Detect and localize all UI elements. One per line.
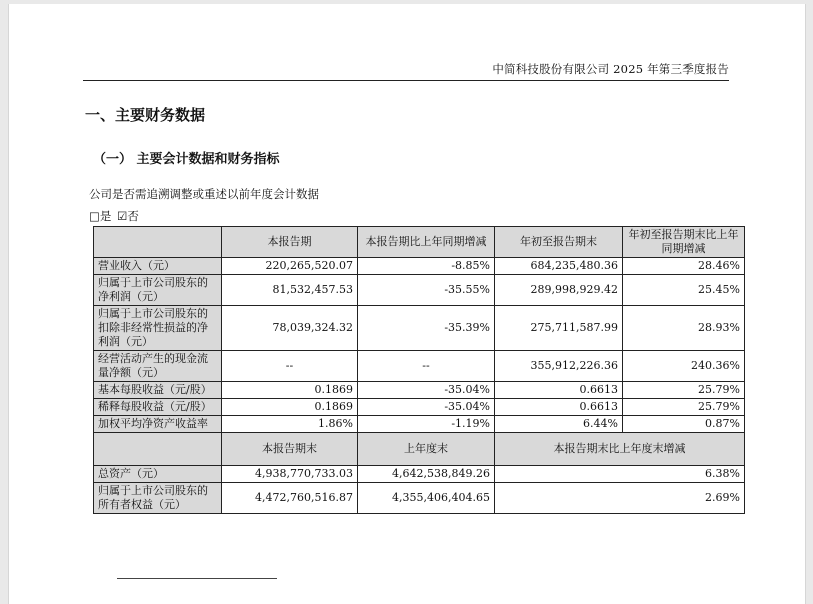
table-cell: -35.39% [358, 306, 495, 351]
header-divider [83, 80, 729, 81]
row-label: 加权平均净资产收益率 [94, 416, 222, 433]
table-cell: -1.19% [358, 416, 495, 433]
row-label: 稀释每股收益（元/股） [94, 399, 222, 416]
restatement-options [89, 208, 141, 224]
table-header-row [94, 433, 745, 466]
table-cell: 78,039,324.32 [222, 306, 358, 351]
table-row [94, 483, 745, 514]
table-cell: 355,912,226.36 [495, 351, 623, 382]
table-header-cell: 年初至报告期末比上年同期增减 [623, 227, 745, 258]
table-cell: -35.04% [358, 382, 495, 399]
row-label: 归属于上市公司股东的净利润（元） [94, 275, 222, 306]
row-label: 总资产（元） [94, 466, 222, 483]
table-row [94, 275, 745, 306]
row-label: 经营活动产生的现金流量净额（元） [94, 351, 222, 382]
table-cell: 1.86% [222, 416, 358, 433]
row-label: 归属于上市公司股东的扣除非经常性损益的净利润（元） [94, 306, 222, 351]
table-cell: 4,642,538,849.26 [358, 466, 495, 483]
table-cell: -35.04% [358, 399, 495, 416]
table-row [94, 466, 745, 483]
table-header-cell: 年初至报告期末 [495, 227, 623, 258]
table-cell: 4,355,406,404.65 [358, 483, 495, 514]
table-cell: -8.85% [358, 258, 495, 275]
row-label: 营业收入（元） [94, 258, 222, 275]
table-row [94, 258, 745, 275]
table-cell: 0.1869 [222, 382, 358, 399]
table-header-cell: 本报告期 [222, 227, 358, 258]
table-cell: 289,998,929.42 [495, 275, 623, 306]
table-cell: 4,938,770,733.03 [222, 466, 358, 483]
table-row [94, 351, 745, 382]
option-no-checkbox: ☑否 [117, 209, 139, 223]
section-heading: 一、主要财务数据 [85, 106, 206, 124]
table-row [94, 306, 745, 351]
table-cell: 6.38% [495, 466, 745, 483]
table-header-cell: 上年度末 [358, 433, 495, 466]
table-cell: 81,532,457.53 [222, 275, 358, 306]
table-row [94, 416, 745, 433]
table-header-cell: 本报告期末 [222, 433, 358, 466]
table-cell: 25.79% [623, 399, 745, 416]
table-cell: -35.55% [358, 275, 495, 306]
row-label: 基本每股收益（元/股） [94, 382, 222, 399]
table-cell: 4,472,760,516.87 [222, 483, 358, 514]
report-page [8, 4, 806, 604]
table-header-cell [94, 227, 222, 258]
table-row [94, 382, 745, 399]
table-cell: 220,265,520.07 [222, 258, 358, 275]
table-header-cell: 本报告期比上年同期增减 [358, 227, 495, 258]
table-cell: 0.1869 [222, 399, 358, 416]
row-label: 归属于上市公司股东的所有者权益（元） [94, 483, 222, 514]
table-cell: 2.69% [495, 483, 745, 514]
table-cell: 0.6613 [495, 382, 623, 399]
cut-off-heading-fragment [117, 578, 277, 589]
restatement-question: 公司是否需追溯调整或重述以前年度会计数据 [89, 187, 319, 201]
table-cell: 28.46% [623, 258, 745, 275]
table-cell: 0.6613 [495, 399, 623, 416]
table-cell: 0.87% [623, 416, 745, 433]
table-row [94, 399, 745, 416]
table-cell: 240.36% [623, 351, 745, 382]
table-cell: -- [358, 351, 495, 382]
table-header-row [94, 227, 745, 258]
table-header-cell: 本报告期末比上年度末增减 [495, 433, 745, 466]
subsection-heading: （一） 主要会计数据和财务指标 [93, 152, 280, 167]
table-cell: 6.44% [495, 416, 623, 433]
table-cell: 28.93% [623, 306, 745, 351]
report-header-title: 中简科技股份有限公司 2025 年第三季度报告 [492, 62, 729, 76]
financial-data-table [93, 226, 745, 514]
option-yes-checkbox: □是 [89, 209, 112, 223]
table-cell: -- [222, 351, 358, 382]
table-cell: 684,235,480.36 [495, 258, 623, 275]
table-cell: 275,711,587.99 [495, 306, 623, 351]
table-header-cell [94, 433, 222, 466]
table-cell: 25.79% [623, 382, 745, 399]
table-cell: 25.45% [623, 275, 745, 306]
